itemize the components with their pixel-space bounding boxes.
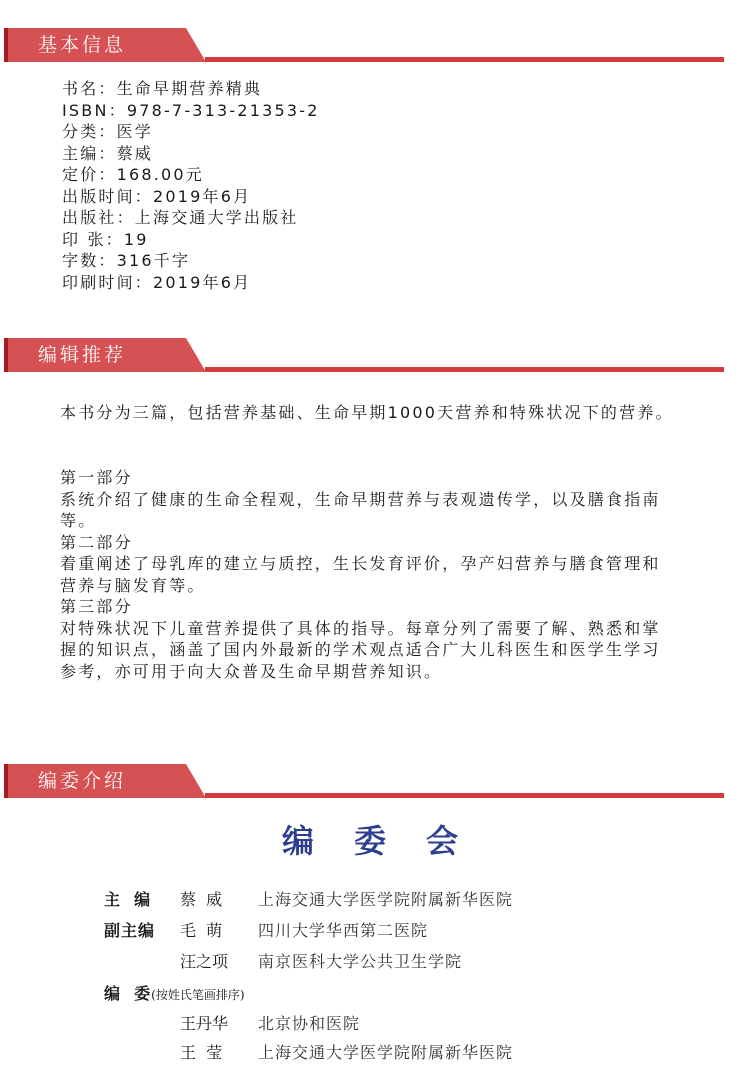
role-committee-label: 编 委 [104, 984, 152, 1003]
member-org: 南京医科大学公共卫生学院 [258, 952, 463, 971]
part1-text: 系统介绍了健康的生命全程观，生命早期营养与表观遗传学，以及膳食指南等。 [60, 489, 661, 530]
member-row-member-1 [0, 1011, 750, 1041]
recommendation-intro: 本书分为三篇，包括营养基础、生命早期1000天营养和特殊状况下的营养。 [60, 403, 674, 422]
member-row-committee-label [0, 981, 750, 1011]
recommendation-parts-block [60, 467, 675, 682]
info-publisher: 出版社：上海交通大学出版社 [62, 208, 299, 227]
role-committee-member [104, 981, 245, 1004]
info-price: 定价：168.00元 [62, 165, 204, 184]
member-row-member-2 [0, 1040, 750, 1070]
section-title-editor-rec: 编辑推荐 [38, 344, 127, 366]
member-org: 上海交通大学医学院附属新华医院 [258, 890, 514, 909]
member-name: 汪之项 [180, 952, 229, 971]
role-chief-editor: 主 编 [104, 890, 152, 909]
member-name: 蔡 威 [180, 890, 223, 909]
info-sheets: 印 张：19 [62, 229, 149, 249]
part2-text: 着重阐述了母乳库的建立与质控，生长发育评价，孕产妇营养与膳食管理和营养与脑发育等。 [60, 554, 661, 595]
role-deputy-editor: 副主编 [104, 921, 156, 940]
header-tab-stripe [4, 764, 8, 798]
info-book-title: 书名：生命早期营养精典 [62, 79, 263, 98]
member-org: 上海交通大学医学院附属新华医院 [258, 1043, 514, 1062]
member-row-chief [0, 887, 750, 917]
info-isbn: ISBN：978-7-313-21353-2 [62, 100, 320, 120]
member-row-deputy-2 [0, 949, 750, 979]
part1-title: 第一部分 [60, 468, 133, 487]
member-name: 毛 萌 [180, 921, 223, 940]
info-publish-date: 出版时间：2019年6月 [62, 186, 252, 206]
part2-title: 第二部分 [60, 532, 133, 552]
section-title-basic-info: 基本信息 [38, 34, 127, 56]
info-category: 分类：医学 [62, 122, 154, 141]
info-chief-editor: 主编：蔡威 [62, 143, 154, 163]
info-word-count: 字数：316千字 [62, 251, 191, 270]
role-committee-note: (按姓氏笔画排序) [151, 988, 245, 1002]
member-name: 王丹华 [180, 1014, 229, 1033]
member-org: 北京协和医院 [258, 1014, 361, 1033]
committee-title: 编委会 [281, 822, 498, 860]
header-rule [205, 367, 724, 372]
part3-text: 对特殊状况下儿童营养提供了具体的指导。每章分列了需要了解、熟悉和掌握的知识点，涵盖了国内外最新的学术观点适合广大儿科医生和医学生学习参考，亦可用于向大众普及生命早期营养知识。 [60, 618, 661, 681]
basic-info-list [62, 78, 320, 293]
info-print-date: 印刷时间：2019年6月 [62, 272, 252, 292]
section-header-basic-info [0, 28, 750, 62]
member-org: 四川大学华西第二医院 [258, 921, 429, 940]
header-rule [205, 57, 724, 62]
member-name: 王 莹 [180, 1043, 223, 1062]
header-tab-stripe [4, 338, 8, 372]
member-row-deputy-1 [0, 918, 750, 948]
section-header-editor-rec [0, 338, 750, 372]
header-tab-stripe [4, 28, 8, 62]
part3-title: 第三部分 [60, 597, 133, 616]
recommendation-intro-block [60, 402, 675, 424]
section-title-committee: 编委介绍 [38, 770, 127, 792]
header-rule [205, 793, 724, 798]
section-header-committee [0, 764, 750, 798]
